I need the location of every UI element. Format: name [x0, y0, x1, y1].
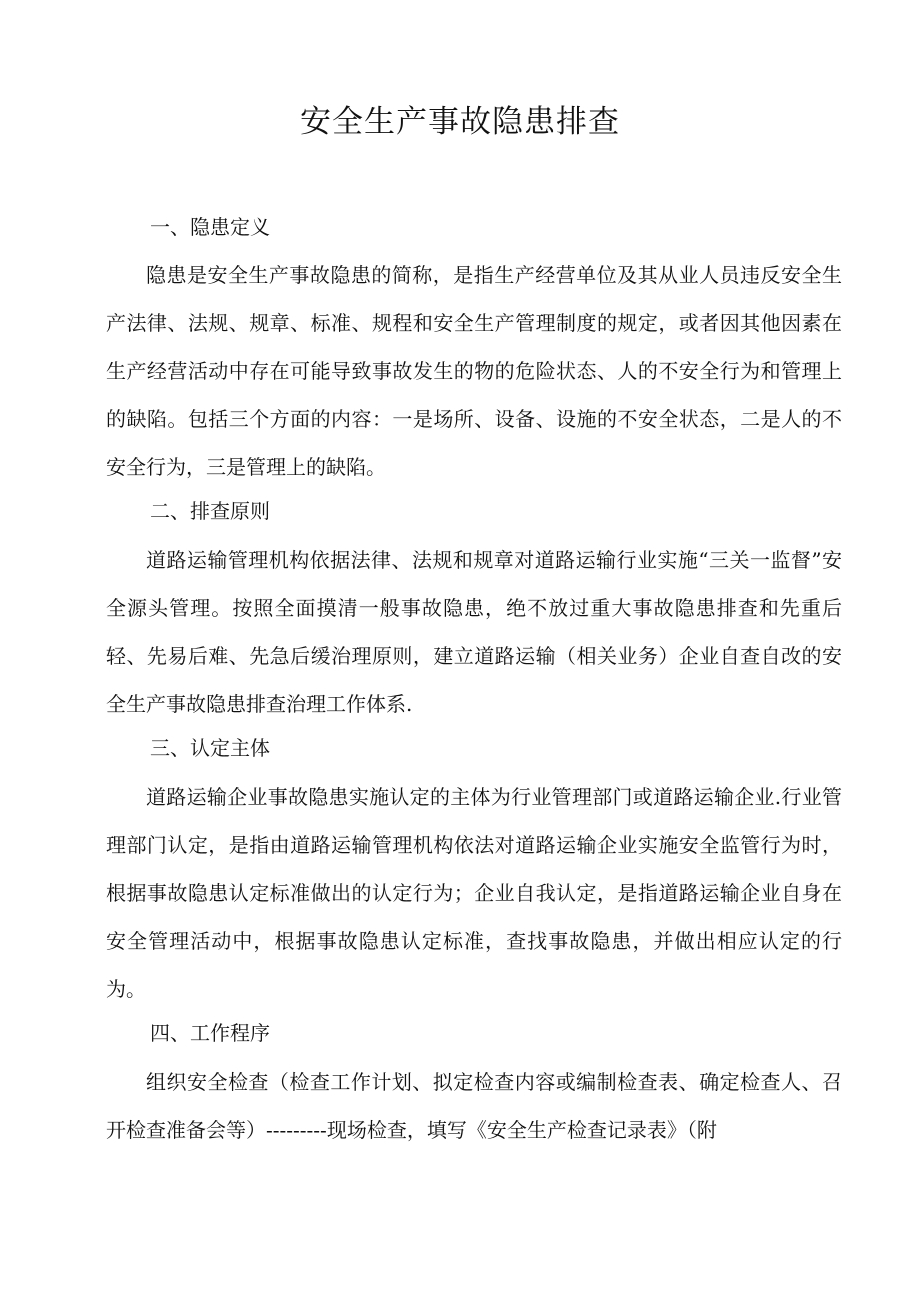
section-heading-principle: 二、排查原则 — [150, 499, 270, 523]
section-body-subject: 道路运输企业事故隐患实施认定的主体为行业管理部门或道路运输企业.行业管理部门认定，是指由道路运输管理机构依法对道路运输企业实施安全监管行为时，根据事故隐患认定标准做出的认定行为；企业自我认定，是指道路运输企业自身在安全管理活动中，根据事故隐患认定标准，查找事故隐患，并做出相应认定的行为。 — [106, 785, 842, 1001]
section-body-procedure: 组织安全检查（检查工作计划、拟定检查内容或编制检查表、确定检查人、召开检查准备会等）---------现场检查，填写《安全生产检查记录表》（附 — [106, 1070, 842, 1142]
section-heading-procedure: 四、工作程序 — [150, 1021, 270, 1045]
section-body-definition: 隐患是安全生产事故隐患的简称，是指生产经营单位及其从业人员违反安全生产法律、法规、规章、标准、规程和安全生产管理制度的规定，或者因其他因素在生产经营活动中存在可能导致事故发生的物的危险状态、人的不安全行为和管理上的缺陷。包括三个方面的内容：一是场所、设备、设施的不安全状态，二是人的不安全行为，三是管理上的缺陷。 — [106, 263, 842, 479]
section-body-principle: 道路运输管理机构依据法律、法规和规章对道路运输行业实施“三关一监督”安全源头管理。按照全面摸清一般事故隐患，绝不放过重大事故隐患排查和先重后轻、先易后难、先急后缓治理原则，建立道路运输（相关业务）企业自查自改的安全生产事故隐患排查治理工作体系. — [106, 548, 842, 716]
section-heading-definition: 一、隐患定义 — [150, 215, 270, 239]
section-heading-subject: 三、认定主体 — [150, 736, 270, 760]
document-title: 安全生产事故隐患排查 — [300, 104, 620, 140]
